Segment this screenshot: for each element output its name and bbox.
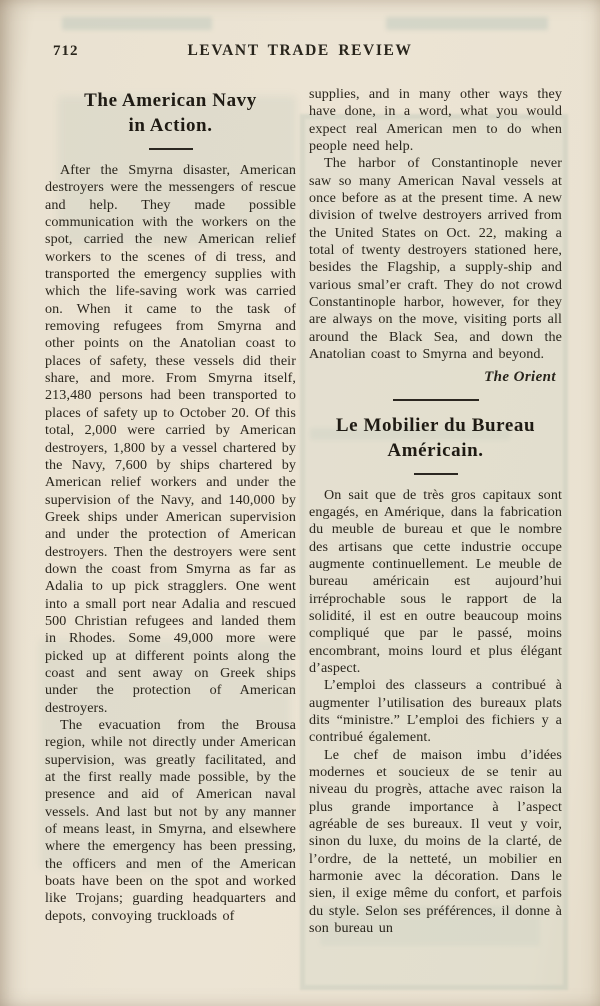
paragraph: On sait que de très gros capitaux sont engagés, en Amérique, dans la fabrication du meuble de bureau et que le nombre des artisans que cette industrie occupe augmente continuellement. Le meuble de bureau américain est aujourd’hui irréprochable sous le rapport de la solidité, il est en outre beaucoup moins compliqué que par le passé, moins encombrant, moins lourd et plus élégant d’aspect. xyxy=(309,486,562,676)
paragraph: L’emploi des classeurs a contribué à augmenter l’utilisation des bureaux plats dits “ministre.” L’emploi des fichiers y a contribué également. xyxy=(309,677,562,746)
article-title-mobilier xyxy=(309,413,562,463)
article-title-american-navy xyxy=(45,88,296,138)
right-column xyxy=(309,86,562,937)
page-header xyxy=(0,42,600,64)
paragraph: The harbor of Constantinople never saw so many American Naval vessels at once before as at the present time. A new division of twelve destroyers arrived from the United States on Oct. 22, making a total of twenty destroyers stationed here, besides the Flagship, a supply-ship and various smal’er craft. They do not crowd Constantinople harbor, however, for they are always on the move, visiting ports all around the Black Sea, and down the Anatolian coast to Smyrna and beyond. xyxy=(309,155,562,363)
journal-title: LEVANT TRADE REVIEW xyxy=(187,42,413,59)
article-title-line2: Américain. xyxy=(387,439,484,461)
heading-rule xyxy=(149,148,193,150)
article-title-line2: in Action. xyxy=(128,115,213,136)
paragraph: Le chef de maison imbu d’idées modernes et soucieux de se tenir au niveau du progrès, attache avec raison la plus grande importance à l’aspect agréable de ses bureaux. Il veut y voir, sinon du luxe, du moins de la clarté, de l’ordre, de la netteté, un mobilier en harmonie avec la décoration. Dans le sien, il exige même du confort, et parfois du style. Selon ses préférences, il donne à son bureau un xyxy=(309,746,562,937)
paragraph: After the Smyrna disaster, American destroyers were the messengers of rescue and help. They made possible communication with the workers on the spot, carried the new American relief workers to the scenes of di tress, and transported the emergency supplies with which the life-saving work was carried on. When it came to the task of removing refugees from Smyrna and other points on the Anatolian coast to places of safety, these vessels did their share, and more. From Smyrna itself, 213,480 persons had been transported to places of safety up to October 20. Of this total, 2,000 were carried by American destroyers, 1,800 by a vessel chartered by the Navy, 7,600 by ships chartered by American relief workers and under the supervision of the Navy, and 140,000 by Greek ships under American supervision and under the protection of American destroyers. Then the destroyers were sent down the coast from Smyrna as far as Adalia to up pick stragglers. One went into a small port near Adalia and rescued 500 Christian refugees and landed them in Rhodes. Some 49,000 more were picked up at different points along the coast and sent away on Greek ships under the protection of American destroyers. xyxy=(45,162,296,716)
bleedthrough-artifact xyxy=(62,17,212,30)
heading-rule xyxy=(414,473,458,475)
attribution-the-orient: The Orient xyxy=(484,368,556,385)
paragraph: supplies, and in many other ways they have done, in a word, what you would expect real American men to do when people need help. xyxy=(309,86,562,155)
article-title-line1: The American Navy xyxy=(84,90,257,111)
left-column xyxy=(45,86,296,937)
two-column-text-area xyxy=(45,86,562,937)
page-number: 712 xyxy=(53,43,79,59)
article-title-line1: Le Mobilier du Bureau xyxy=(335,414,536,436)
bleedthrough-artifact xyxy=(386,17,548,30)
paragraph: The evacuation from the Brousa region, while not directly under American supervision, was greatly facilitated, and at the first really made possible, by the presence and aid of American naval vessels. And last but not by any manner of means least, in Smyrna, and elsewhere where the emergency has been pressing, the officers and men of the American boats have been on the spot and worked like Trojans; guarding headquarters and depots, convoying truckloads of xyxy=(45,717,296,924)
article-divider-rule xyxy=(393,399,479,401)
